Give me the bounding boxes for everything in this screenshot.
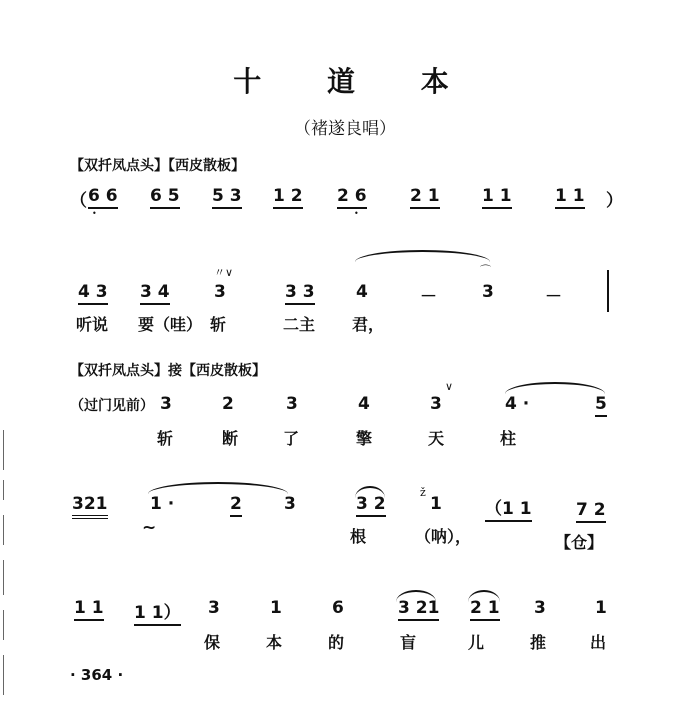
intro-open-paren: （ <box>70 191 87 211</box>
note: 5 3 <box>212 186 242 209</box>
slur <box>505 382 605 394</box>
note: 2 <box>230 494 242 517</box>
mode-label: 【双扦凤点头】【西皮散板】 <box>70 158 245 174</box>
page-edge-mark <box>3 560 4 595</box>
note: 3 21 <box>398 598 439 621</box>
lyric: 保 <box>204 633 221 652</box>
lyric: 推 <box>530 633 547 652</box>
note: 1 <box>270 598 282 618</box>
slur <box>355 250 490 262</box>
note: 2 1 <box>470 598 500 621</box>
ornament-mark: 〃∨ <box>214 266 234 279</box>
note: 3 4 <box>140 282 170 305</box>
lyric: 盲 <box>400 633 417 652</box>
lyric: 柱 <box>500 429 517 448</box>
lyric: 了 <box>283 429 300 448</box>
lyric: 二主 <box>283 315 316 334</box>
note: 3 <box>482 282 494 302</box>
note: 6 5 <box>150 186 180 209</box>
note: 1 1 <box>74 598 104 621</box>
note: 1 · <box>150 494 175 514</box>
lyric: 擎 <box>356 429 373 448</box>
note: 4 3 <box>78 282 108 305</box>
song-title: 十 道 本 <box>233 65 477 98</box>
note: （1 1 <box>485 494 532 522</box>
page-edge-mark <box>3 610 4 640</box>
note: 3 <box>214 282 226 302</box>
mode-label: 【双扦凤点头】接【西皮散板】 <box>70 363 266 379</box>
note: 1 1） <box>134 598 181 626</box>
lyric: 斩 <box>210 315 227 334</box>
page-edge-mark <box>3 515 4 545</box>
note: 321 <box>72 494 108 519</box>
note: － <box>420 287 437 307</box>
note: 1 <box>595 598 607 618</box>
note: 1 <box>430 494 442 514</box>
note: 3 <box>430 394 442 414</box>
note: 3 <box>534 598 546 618</box>
cue-text: （过门见前） <box>70 398 154 414</box>
tilde-mark: ~ <box>142 518 157 538</box>
lyric: 根 <box>350 527 367 546</box>
lyric: 断 <box>222 429 239 448</box>
lyric: 听说 <box>76 315 109 334</box>
lyric: 出 <box>590 633 607 652</box>
percussion-mark: 【仓】 <box>555 533 604 552</box>
lyric: 要（哇） <box>138 315 203 334</box>
breath-mark: ∨ <box>445 380 454 393</box>
note: 3 <box>286 394 298 414</box>
note: 6 6 <box>88 186 118 209</box>
page-edge-mark <box>3 655 4 695</box>
note: 3 <box>160 394 172 414</box>
singer-credit: （褚遂良唱） <box>294 119 396 139</box>
note: 2 <box>222 394 234 414</box>
note: 2 6 <box>337 186 367 209</box>
dot-mark: • <box>92 209 97 218</box>
fermata-mark: ⌒ <box>480 264 491 277</box>
note: 3 <box>208 598 220 618</box>
lyric: 君， <box>352 315 385 334</box>
note: 6 <box>332 598 344 618</box>
lyric: 的 <box>328 633 345 652</box>
note: 3 <box>284 494 296 514</box>
lyric: 斩 <box>157 429 174 448</box>
dot-mark: • <box>354 209 359 218</box>
note: 2 1 <box>410 186 440 209</box>
note: 1 1 <box>555 186 585 209</box>
note: 4 <box>356 282 368 302</box>
lyric: （呐）， <box>415 527 472 546</box>
note: 4 <box>358 394 370 414</box>
note: 5 <box>595 394 607 417</box>
lyric: 本 <box>266 633 283 652</box>
lyric: 儿 <box>468 633 485 652</box>
note: 3 3 <box>285 282 315 305</box>
intro-close-paren: ） <box>606 191 623 211</box>
note: 7 2 <box>576 500 606 523</box>
bar-line <box>607 270 609 312</box>
page-number: · 364 · <box>70 666 124 684</box>
note: 1 1 <box>482 186 512 209</box>
note: 3 2 <box>356 494 386 517</box>
lyric: 天 <box>428 429 445 448</box>
note: － <box>545 287 562 307</box>
note: 4 · <box>505 394 530 414</box>
slur <box>148 482 288 494</box>
grace-note: ž <box>420 486 426 499</box>
note: 1 2 <box>273 186 303 209</box>
page-edge-mark <box>3 480 4 500</box>
page-edge-mark <box>3 430 4 470</box>
